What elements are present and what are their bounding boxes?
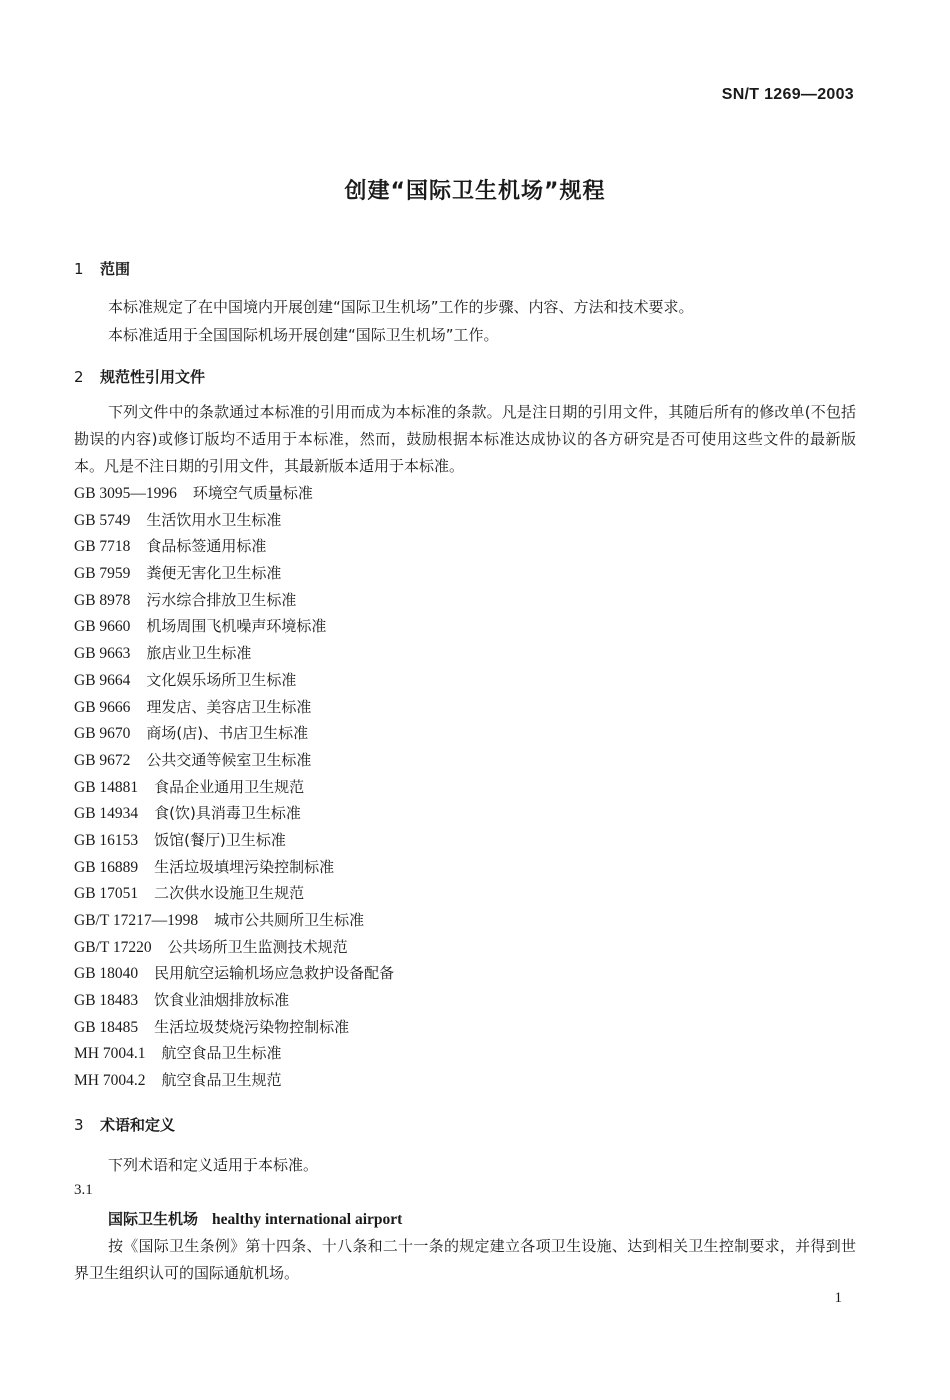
reference-name: 航空食品卫生标准 <box>161 1044 282 1063</box>
reference-name: 食(饮)具消毒卫生标准 <box>154 804 301 823</box>
reference-item <box>74 533 394 560</box>
reference-code: GB 18040 <box>74 965 139 983</box>
reference-name: 粪便无害化卫生标准 <box>146 564 282 583</box>
reference-code: GB 14881 <box>74 778 139 796</box>
references-intro: 下列文件中的条款通过本标准的引用而成为本标准的条款。凡是注日期的引用文件，其随后所有的修改单(不包括勘误的内容)或修订版均不适用于本标准，然而，鼓励根据本标准达成协议的各方研究是否可使用这些文件的最新版本。凡是不注日期的引用文件，其最新版本适用于本标准。 <box>74 403 856 475</box>
reference-code: GB/T 17220 <box>74 938 152 956</box>
reference-code: GB 8978 <box>74 591 131 609</box>
reference-item <box>74 907 394 934</box>
reference-item <box>74 560 394 587</box>
reference-item <box>74 587 394 614</box>
reference-item <box>74 667 394 694</box>
reference-item <box>74 694 394 721</box>
reference-code: GB 7959 <box>74 565 131 583</box>
reference-name: 环境空气质量标准 <box>192 484 313 502</box>
reference-name: 生活饮用水卫生标准 <box>146 510 282 529</box>
reference-code: GB 9666 <box>74 698 131 716</box>
reference-name: 旅店业卫生标准 <box>146 644 252 663</box>
reference-code: GB 14934 <box>74 805 139 823</box>
reference-name: 民用航空运输机场应急救护设备配备 <box>154 964 395 983</box>
reference-code: GB 5749 <box>74 511 131 529</box>
reference-code: GB 9663 <box>74 645 131 663</box>
reference-item <box>74 747 394 774</box>
term-heading <box>108 1208 402 1229</box>
section-title: 规范性引用文件 <box>100 368 206 386</box>
reference-item <box>74 1067 394 1094</box>
section-2-heading <box>74 366 205 387</box>
reference-code: GB 18485 <box>74 1018 139 1036</box>
reference-code: GB 16153 <box>74 831 139 849</box>
section-1-heading <box>74 258 130 279</box>
term-chinese: 国际卫生机场 <box>108 1210 199 1228</box>
reference-name: 理发店、美容店卫生标准 <box>146 697 312 716</box>
reference-name: 食品企业通用卫生规范 <box>154 777 305 796</box>
reference-name: 饮食业油烟排放标准 <box>154 991 290 1010</box>
reference-code: GB 9664 <box>74 671 131 689</box>
term-definition: 按《国际卫生条例》第十四条、十八条和二十一条的规定建立各项卫生设施、达到相关卫生控制要求，并得到世界卫生组织认可的国际通航机场。 <box>74 1237 856 1282</box>
section-title: 术语和定义 <box>100 1116 176 1134</box>
section-number: 2 <box>74 368 84 386</box>
reference-name: 生活垃圾焚烧污染物控制标准 <box>154 1017 350 1036</box>
reference-item <box>74 613 394 640</box>
reference-item <box>74 827 394 854</box>
document-title: 创建“国际卫生机场”规程 <box>344 179 606 204</box>
reference-name: 航空食品卫生规范 <box>161 1071 282 1090</box>
references-list <box>74 480 394 1094</box>
reference-name: 机场周围飞机噪声环境标准 <box>146 617 327 636</box>
terms-intro: 下列术语和定义适用于本标准。 <box>108 1156 319 1174</box>
section-3-heading <box>74 1114 175 1135</box>
reference-item <box>74 720 394 747</box>
reference-item <box>74 507 394 534</box>
reference-item <box>74 960 394 987</box>
reference-item <box>74 880 394 907</box>
reference-name: 二次供水设施卫生规范 <box>154 884 305 903</box>
reference-item <box>74 640 394 667</box>
reference-code: GB 7718 <box>74 538 131 556</box>
reference-code: GB 17051 <box>74 885 139 903</box>
term-number: 3.1 <box>74 1182 93 1198</box>
reference-code: MH 7004.1 <box>74 1045 146 1063</box>
scope-paragraph-1: 本标准规定了在中国境内开展创建“国际卫生机场”工作的步骤、内容、方法和技术要求。 <box>108 298 694 316</box>
section-number: 3 <box>74 1116 84 1134</box>
reference-code: GB/T 17217—1998 <box>74 912 199 929</box>
reference-item <box>74 1040 394 1067</box>
reference-code: GB 18483 <box>74 992 139 1010</box>
reference-code: GB 9672 <box>74 751 131 769</box>
reference-code: MH 7004.2 <box>74 1072 146 1090</box>
reference-name: 公共交通等候室卫生标准 <box>146 750 312 769</box>
reference-name: 公共场所卫生监测技术规范 <box>167 937 348 956</box>
standard-code: SN/T 1269—2003 <box>721 86 854 103</box>
scope-paragraph-2: 本标准适用于全国国际机场开展创建“国际卫生机场”工作。 <box>108 326 499 344</box>
reference-item <box>74 480 394 507</box>
reference-name: 污水综合排放卫生标准 <box>146 590 297 609</box>
reference-name: 商场(店)、书店卫生标准 <box>146 724 309 743</box>
reference-code: GB 16889 <box>74 858 139 876</box>
section-number: 1 <box>74 260 84 278</box>
reference-item <box>74 934 394 961</box>
section-title: 范围 <box>100 260 131 278</box>
reference-item <box>74 774 394 801</box>
term-english: healthy international airport <box>212 1211 403 1228</box>
reference-name: 饭馆(餐厅)卫生标准 <box>154 830 286 849</box>
reference-item <box>74 1014 394 1041</box>
reference-code: GB 9670 <box>74 725 131 743</box>
reference-item <box>74 800 394 827</box>
reference-code: GB 9660 <box>74 618 131 636</box>
reference-name: 城市公共厕所卫生标准 <box>214 911 365 929</box>
reference-name: 生活垃圾填埋污染控制标准 <box>154 857 335 876</box>
reference-item <box>74 854 394 881</box>
reference-name: 食品标签通用标准 <box>146 537 267 556</box>
reference-code: GB 3095—1996 <box>74 485 177 502</box>
reference-name: 文化娱乐场所卫生标准 <box>146 670 297 689</box>
page-number: 1 <box>834 1290 842 1306</box>
reference-item <box>74 987 394 1014</box>
